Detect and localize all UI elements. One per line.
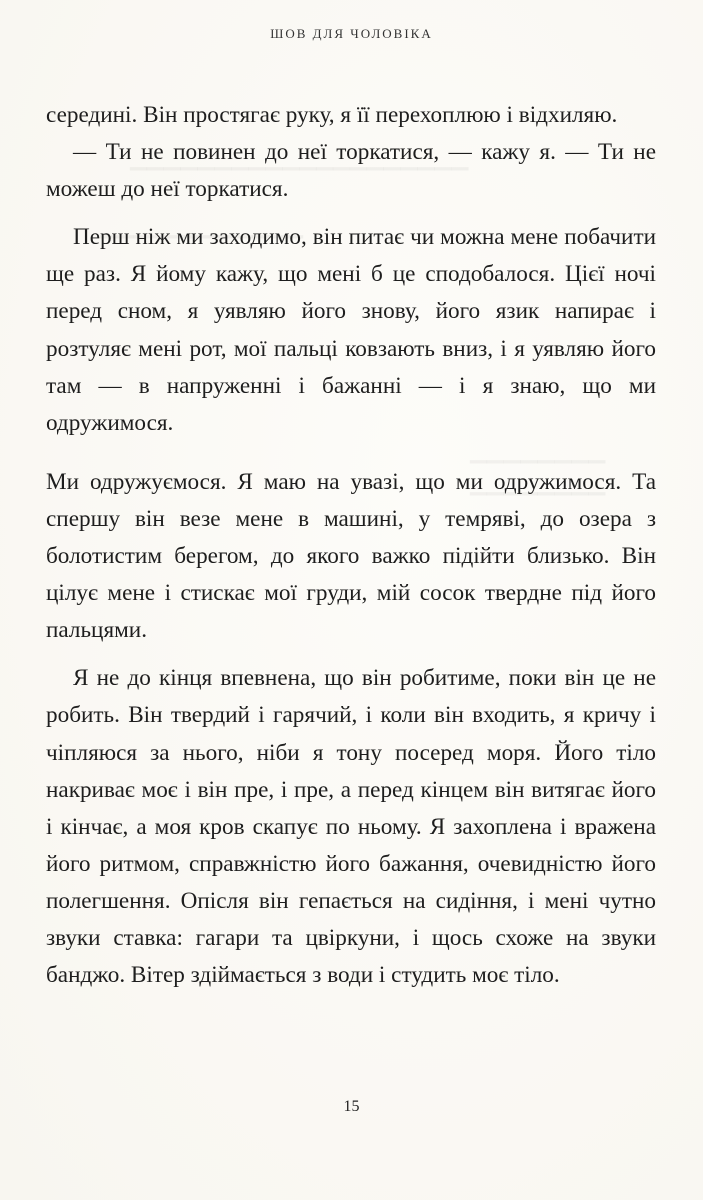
paragraph: — Ти не повинен до неї торкатися, — кажу я. — Ти не можеш до неї торкатися.	[46, 139, 656, 203]
page-number: 15	[343, 1098, 360, 1115]
body-text	[46, 97, 656, 994]
paragraph: Ми одружуємося. Я маю на увазі, що ми одружимося. Та спершу він везе мене в машині, у темряві, до озера з болотистим берегом, до якого важко підійти близько. Він цілує мене і стискає мої груди, мій сосок твердне під його пальцями.	[46, 468, 656, 644]
running-head: ШОВ ДЛЯ ЧОЛОВІКА	[270, 26, 433, 41]
paragraph: середині. Він простягає руку, я її перехоплюю і відхиляю.	[46, 102, 618, 128]
paragraph: Перш ніж ми заходимо, він питає чи можна мене побачити ще раз. Я йому кажу, що мені б це сподобалося. Цієї ночі перед сном, я уявляю його знову, його язик напирає і розтуляє мені рот, мої пальці ковзають вниз, і я уявляю його там — в напруженні і бажанні — і я знаю, що ми одружимося.	[46, 224, 656, 436]
paragraph: Я не до кінця впевнена, що він робитиме, поки він це не робить. Він твердий і гарячий, і коли він входить, я кричу і чіпляюся за нього, ніби я тону посеред моря. Його тіло накриває моє і він пре, і пре, а перед кінцем він витягає його і кінчає, а моя кров скапує по ньому. Я захоплена і вражена його ритмом, справжністю його бажання, очевидністю його полегшення. Опісля він гепається на сидіння, і мені чутно звуки ставка: гагари та цвіркуни, і щось схоже на звуки банджо. Вітер здіймається з води і студить моє тіло.	[46, 665, 656, 989]
